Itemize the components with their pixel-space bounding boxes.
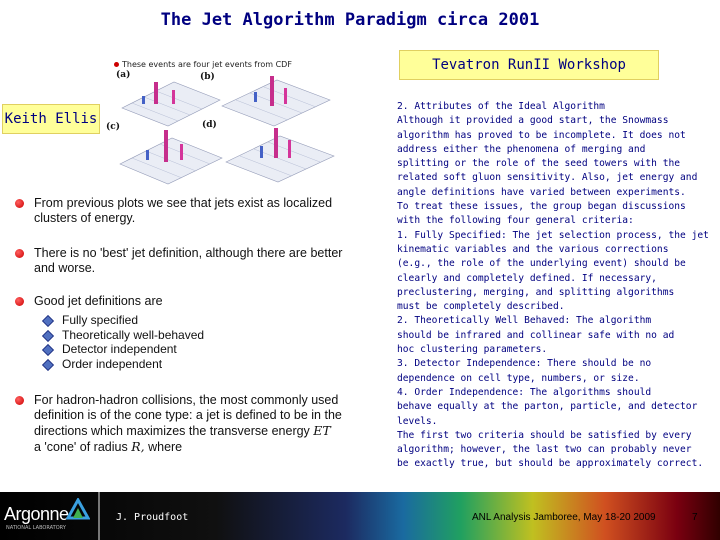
- criteria-sublist: [42, 313, 384, 371]
- panel-label-a: (a): [116, 70, 131, 80]
- text-line: algorithm has proved to be incomplete. It does not: [397, 129, 686, 141]
- argonne-logo-subtitle: NATIONAL LABORATORY: [6, 525, 66, 531]
- workshop-label: Tevatron RunII Workshop: [399, 50, 659, 80]
- ideal-algorithm-text: [397, 100, 717, 472]
- slide-title: The Jet Algorithm Paradigm circa 2001: [160, 10, 540, 30]
- bullet-no-best-definition: There is no 'best' jet definition, although there are better and worse.: [12, 246, 384, 276]
- lego-plot-a: [122, 82, 220, 126]
- lego-plot-d: [226, 128, 334, 182]
- text-line: behave equally at the parton, particle, and detector: [397, 401, 698, 413]
- footer-divider: [98, 492, 100, 540]
- panel-label-d: (d): [202, 120, 217, 130]
- text-line: clearly and completely defined. If necessary,: [397, 272, 657, 284]
- text-line: address either the phenomena of merging and: [397, 143, 646, 155]
- text-line: algorithm; however, the last two can probably never: [397, 444, 692, 456]
- bullet-icon: [15, 297, 24, 306]
- left-bullet-list: [12, 196, 384, 455]
- sub-item-theoretically-well-behaved: Theoretically well-behaved: [42, 328, 384, 343]
- sub-item-fully-specified: Fully specified: [42, 313, 384, 328]
- page-number: 7: [692, 512, 698, 523]
- bullet-localized-clusters: From previous plots we see that jets exist as localized clusters of energy.: [12, 196, 384, 226]
- text-line: 4. Order Independence: The algorithms should: [397, 386, 652, 398]
- sub-item-order-independent: Order independent: [42, 357, 384, 372]
- author-label: Keith Ellis: [2, 104, 100, 134]
- lego-plot-b: [222, 76, 330, 126]
- presenter-name: J. Proudfoot: [116, 512, 189, 523]
- text-line: 2. Attributes of the Ideal Algorithm: [397, 101, 605, 112]
- text-line: The first two criteria should be satisfied by every: [397, 429, 692, 441]
- text-line: must be completely described.: [397, 301, 565, 313]
- diamond-bullet-icon: [42, 344, 54, 356]
- text-line: should be infrared and collinear safe with no ad: [397, 329, 675, 341]
- text-line: Although it provided a good start, the Snowmass: [397, 115, 669, 127]
- text-line: angle definitions have varied between experiments.: [397, 186, 686, 198]
- cdf-four-jet-events-figure: [102, 60, 386, 194]
- text-line: 1. Fully Specified: The jet selection process, the jet: [397, 229, 709, 241]
- bullet-icon: [15, 396, 24, 405]
- text-line: To treat these issues, the group began discussions: [397, 201, 686, 213]
- argonne-logo: Argonne: [4, 504, 69, 524]
- panel-label-b: (b): [200, 72, 215, 82]
- text-line: hoc clustering parameters.: [397, 344, 548, 356]
- text-line: levels.: [397, 415, 438, 427]
- panel-label-c: (c): [106, 122, 120, 132]
- conference-name: ANL Analysis Jamboree, May 18-20 2009: [472, 512, 656, 523]
- text-line: related soft gluon sensitivity. Also, jet energy and: [397, 172, 698, 184]
- bullet-cone-type: For hadron-hadron collisions, the most commonly used definition is of the cone type: a jet is defined to be in the directions which maximizes the transverse energy ET a 'cone' of radius R, where: [12, 393, 384, 455]
- footer-bar: [0, 492, 720, 540]
- bullet-icon: [15, 199, 24, 208]
- et-symbol: ET: [313, 423, 331, 438]
- bullet-icon: [15, 249, 24, 258]
- diamond-bullet-icon: [42, 329, 54, 341]
- text-line: preclustering, merging, and splitting algorithms: [397, 286, 675, 298]
- text-line: dependence on cell type, numbers, or size.: [397, 372, 640, 384]
- figure-caption: These events are four jet events from CDF: [114, 60, 292, 69]
- text-line: kinematic variables and the various corrections: [397, 243, 669, 255]
- text-line: with the following four general criteria:: [397, 215, 634, 227]
- sub-item-detector-independent: Detector independent: [42, 342, 384, 357]
- diamond-bullet-icon: [42, 315, 54, 327]
- text-line: 2. Theoretically Well Behaved: The algorithm: [397, 315, 652, 327]
- argonne-logo-mark-icon: [66, 498, 90, 520]
- lego-plot-graphic: [102, 60, 386, 194]
- text-line: be exactly true, but should be approximately correct.: [397, 458, 704, 470]
- text-line: 3. Detector Independence: There should be no: [397, 358, 652, 370]
- text-line: splitting or the role of the seed towers with the: [397, 158, 681, 170]
- lego-plot-c: [120, 130, 222, 184]
- bullet-good-definitions: Good jet definitions are: [12, 294, 384, 309]
- text-line: (e.g., the role of the underlying event) should be: [397, 258, 686, 270]
- r-symbol: R,: [131, 439, 145, 454]
- diamond-bullet-icon: [42, 358, 54, 370]
